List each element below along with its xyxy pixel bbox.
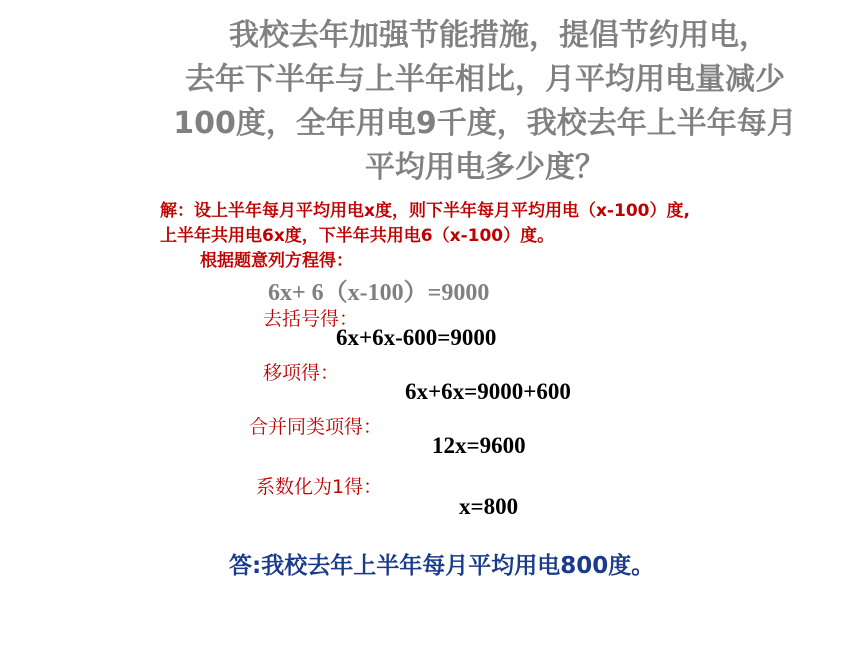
step-2-label: 移项得：: [263, 362, 340, 384]
problem-line-1: 我校去年加强节能措施，提倡节约用电，: [229, 18, 769, 53]
problem-line-3: 100度，全年用电9千度，我校去年上半年每月: [173, 106, 797, 141]
step-4-label: 系数化为1得：: [256, 476, 383, 498]
step-1-equation: 6x+6x-600=9000: [336, 325, 497, 350]
main-equation: 6x+ 6（x-100）=9000: [268, 280, 490, 306]
step-3-equation: 12x=9600: [432, 433, 526, 458]
problem-line-4: 平均用电多少度？: [365, 150, 605, 185]
step-2-equation: 6x+6x=9000+600: [405, 379, 571, 404]
solution-setup-line-2: 上半年共用电6x度，下半年共用电6（x-100）度。: [160, 226, 555, 246]
problem-statement: [140, 14, 830, 190]
problem-line-2: 去年下半年与上半年相比，月平均用电量减少: [185, 62, 785, 97]
step-3-label: 合并同类项得：: [249, 416, 383, 438]
solution-setup-line-1: 解：设上半年每月平均用电x度，则下半年每月平均用电（x-100）度,: [160, 201, 690, 221]
answer-statement: 答:我校去年上半年每月平均用电800度。: [229, 553, 655, 579]
equation-intro: 根据题意列方程得：: [200, 251, 353, 271]
step-4-equation: x=800: [459, 494, 519, 519]
step-1-label: 去括号得：: [263, 308, 359, 330]
